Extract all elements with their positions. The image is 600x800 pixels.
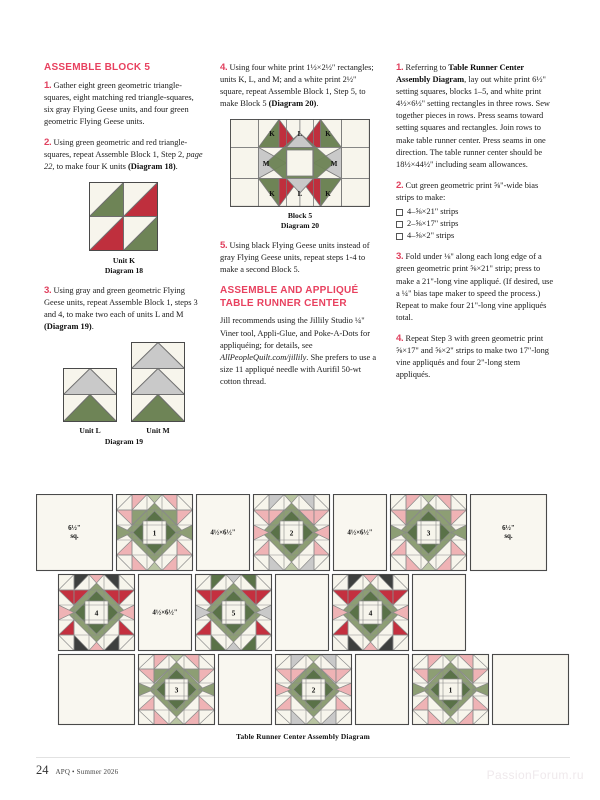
- block-number-label: 2: [289, 528, 294, 538]
- block5-label-k4: K: [325, 190, 331, 199]
- block5-label-l1: L: [297, 130, 303, 139]
- figure-20-caption: Diagram 20: [280, 220, 320, 230]
- assembly-block-3: [391, 495, 467, 571]
- block5-label-l2: L: [297, 190, 303, 199]
- block5-label-k1: K: [269, 130, 275, 139]
- step-number: 2.: [396, 179, 404, 191]
- block5-label-m2: M: [330, 160, 338, 169]
- assembly-block-1-row3: [413, 655, 489, 725]
- figure-18-caption: Diagram 18: [104, 265, 144, 275]
- step-text: Referring to: [403, 63, 449, 72]
- rect-size-label: 4½×6½": [347, 528, 373, 537]
- setting-rectangle: [334, 495, 387, 571]
- step-text: Using gray and green geometric Flying Geese units, repeat Assemble Block 1, steps 3 and 4, to make two each of units L and M: [44, 285, 198, 320]
- setting-rectangle: [413, 575, 466, 651]
- step-text: Gather eight green geometric triangle-squares, eight matching red triangle-squares, six gray Flying Geese units, and four green geometric Flying Geese units.: [44, 80, 194, 126]
- square-size-label-2: sq.: [70, 532, 79, 540]
- diagram-reference: Table Runner Center Assembly Diagram: [396, 63, 524, 85]
- rect-size-label: 4½×6½": [210, 528, 236, 537]
- bias-strip-list: [396, 206, 556, 242]
- step-text-end: .: [316, 99, 319, 109]
- setting-square: [493, 655, 569, 725]
- block-number-label: 4: [94, 608, 99, 618]
- step-text: Cut green geometric print ⅝"-wide bias strips to make:: [396, 180, 539, 202]
- unit-m-label: Unit M: [146, 426, 170, 436]
- step-number: 4.: [220, 62, 228, 73]
- setting-rectangle: [219, 655, 272, 725]
- unit-l-label: Unit L: [79, 426, 101, 436]
- setting-square: [37, 495, 113, 571]
- body-text-cont: . She prefers to use a size 11 appliqué needle with Aurifil 50-wt cotton thread.: [220, 352, 377, 386]
- step-text: Repeat Step 3 with green geometric print ⅝×17" and ⅝×2" strips to make two 17"-long vine appliqués and four 2"-long stem appliqués.: [396, 333, 549, 380]
- list-item: 4–⅝×2" strips: [396, 230, 556, 242]
- assembly-block-4: [59, 575, 135, 651]
- block-number-label: 2: [311, 685, 316, 695]
- right-step-4: [396, 333, 556, 381]
- setting-square: [471, 495, 547, 571]
- step-text-cont: , to make four K units: [52, 162, 128, 172]
- diagram-reference: (Diagram 20): [268, 99, 317, 109]
- unit-k-illustration: [89, 182, 159, 252]
- step-text: Using four white print 1½×2½" rectangles; units K, L, and M; and a white print 2½" square, repeat Assemble Block 1, Step 5, to make Block 5: [220, 63, 374, 109]
- left-step-2: [44, 137, 204, 173]
- table-runner-assembly-diagram: [36, 494, 570, 741]
- unit-m-group: [131, 342, 185, 435]
- step-number: 2.: [44, 136, 52, 148]
- left-step-3: [44, 285, 204, 333]
- footer-rule: [36, 757, 570, 758]
- block-number-label: 4: [368, 608, 373, 618]
- assembly-block-2-row3: [276, 655, 352, 725]
- left-step-1: [44, 80, 204, 128]
- step-text: Using black Flying Geese units instead of gray Flying Geese units, repeat steps 1-4 to make a second Block 5.: [220, 241, 370, 275]
- right-column: [396, 62, 556, 456]
- diagram-reference: (Diagram 19): [44, 322, 92, 332]
- step-number: 1.: [44, 79, 52, 91]
- watermark: PassionForum.ru: [486, 768, 584, 782]
- step-text-end: .: [91, 322, 94, 332]
- setting-square: [59, 655, 135, 725]
- square-size-label-2: sq.: [504, 532, 513, 540]
- right-step-2: [396, 180, 556, 204]
- square-size-label: 6½": [502, 524, 515, 532]
- rect-size-label: 4½×6½": [152, 608, 178, 617]
- website-reference: AllPeopleQuilt.com/jillily: [220, 352, 307, 362]
- right-step-1: [396, 62, 556, 171]
- step-text: Fold under ⅛" along each long edge of a green geometric print ⅝×21" strip; press to make a 21"-long vine appliqué. (If desired, use a ¼" bias tape maker to speed the process.) Repeat to make four 21"-long vine appliqués total.: [396, 252, 554, 322]
- step-text-cont: , lay out white print 6½" setting squares, blocks 1–5, and white print 4½×6½" setting rectangles in three rows. Sew together pieces in rows. Press seams toward setting squares and rectangles. Join rows to make table runner center. Press seams in one direction. The table runner center should be 18½×44½" including seam allowances.: [396, 75, 550, 169]
- block-number-label: 1: [152, 528, 157, 538]
- step-number: 3.: [396, 251, 404, 263]
- block-number-label: 5: [231, 608, 236, 618]
- setting-rectangle: [276, 575, 329, 651]
- assembly-block-2: [254, 495, 330, 571]
- setting-rectangle: [356, 655, 409, 725]
- page-footer: [36, 763, 118, 778]
- middle-applique-body: [220, 315, 380, 388]
- step-number: 4.: [396, 332, 404, 344]
- page-number: 24: [36, 763, 49, 777]
- step-number: 3.: [44, 284, 52, 296]
- assembly-block-4-right: [333, 575, 409, 651]
- middle-column: [220, 62, 380, 456]
- setting-rectangle: [139, 575, 192, 651]
- step-text-end: .: [175, 162, 178, 172]
- assembly-block-1: [117, 495, 193, 571]
- setting-rectangle: [197, 495, 250, 571]
- right-step-3: [396, 251, 556, 324]
- block5-label-k2: K: [325, 130, 331, 139]
- figure-18-label: Unit K: [112, 256, 136, 266]
- page-reference: page 22: [44, 149, 203, 172]
- assemble-applique-heading: ASSEMBLE AND APPLIQUÉ TABLE RUNNER CENTER: [220, 285, 359, 309]
- block5-label-m1: M: [262, 160, 270, 169]
- step-text: Using green geometric and red triangle-squares, repeat Assemble Block 1, Step 2,: [44, 137, 188, 159]
- block-number-label: 3: [174, 685, 179, 695]
- body-text: Jill recommends using the Jillily Studio ¼" Viner tool, Appli-Glue, and Poke-A-Dots for appliquéing; for details, see: [220, 316, 370, 350]
- assembly-diagram-svg: [36, 494, 570, 726]
- list-item: 4–⅝×21" strips: [396, 206, 556, 218]
- middle-step-4: [220, 62, 380, 110]
- figure-diagram-20: [220, 119, 380, 230]
- figure-19-caption: Diagram 19: [104, 436, 144, 446]
- middle-step-5: [220, 240, 380, 276]
- assembly-block-5: [196, 575, 272, 651]
- page-meta: APQ • Summer 2026: [55, 768, 119, 776]
- figure-diagram-19: [44, 342, 204, 446]
- unit-l-illustration: [63, 368, 117, 422]
- unit-m-illustration: [131, 342, 185, 422]
- block-5-illustration: [230, 119, 370, 207]
- left-column: [44, 62, 204, 456]
- assembly-block-3-row3: [139, 655, 215, 725]
- step-number: 5.: [220, 240, 228, 252]
- step-number: 1.: [396, 62, 404, 73]
- figure-20-label: Block 5: [287, 211, 313, 221]
- diagram-reference: (Diagram 18): [127, 162, 176, 172]
- article-columns: [44, 62, 558, 456]
- assembly-diagram-caption: Table Runner Center Assembly Diagram: [236, 732, 370, 741]
- square-size-label: 6½": [68, 524, 81, 532]
- block-number-label: 3: [426, 528, 431, 538]
- assemble-block-5-heading: ASSEMBLE BLOCK 5: [44, 62, 151, 73]
- list-item: 2–⅝×17" strips: [396, 218, 556, 230]
- block5-label-k3: K: [269, 190, 275, 199]
- block-number-label: 1: [448, 685, 453, 695]
- unit-l-group: [63, 368, 117, 435]
- figure-diagram-18: [44, 182, 204, 275]
